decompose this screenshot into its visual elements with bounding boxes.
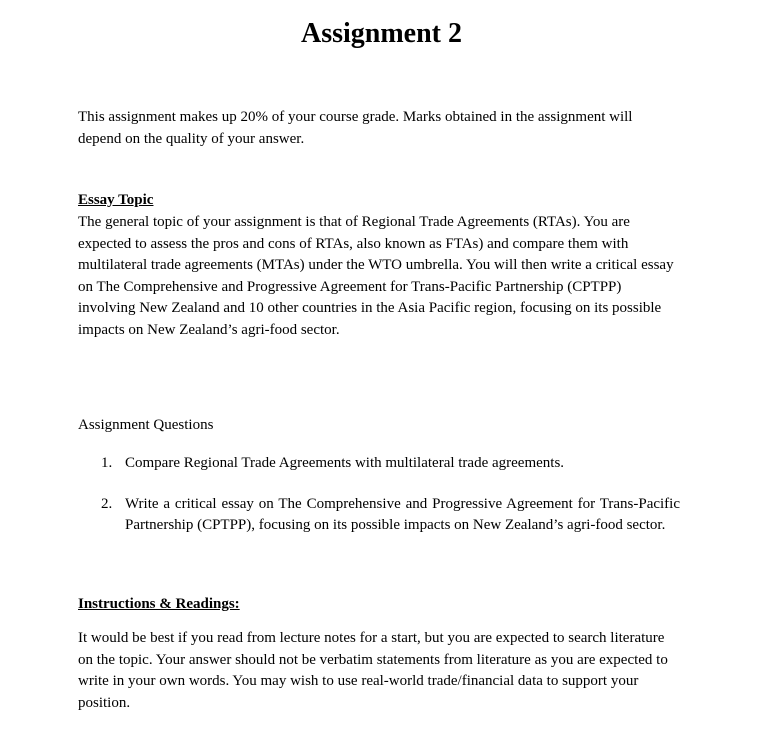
essay-topic-paragraph: The general topic of your assignment is that of Regional Trade Agreements (RTAs). You are expected to assess the pros and cons of RTAs, also known as FTAs) and compare them with multilateral trade agreements (MTAs) under the WTO umbrella. You will then write a critical essay on The Comprehensive and Progressive Agreement for Trans-Pacific Partnership (CPTPP) involving New Zealand and 10 other countries in the Asia Pacific region, focusing on its possible impacts on New Zealand’s agri-food sector. (78, 214, 674, 338)
question-text: Compare Regional Trade Agreements with multilateral trade agreements. (125, 455, 565, 471)
question-number: 1. (101, 455, 113, 471)
essay-topic-heading: Essay Topic (78, 192, 154, 208)
question-list (78, 453, 680, 537)
question-item (78, 453, 680, 475)
question-number: 2. (101, 495, 113, 512)
assignment-questions-heading: Assignment Questions (78, 417, 214, 433)
question-item (78, 494, 680, 537)
question-text: Write a critical essay on The Comprehensive and Progressive Agreement for Trans-Pacific Partnership (CPTPP), focusing on its possible impacts on New Zealand’s agri-food sector. (125, 495, 680, 533)
instructions-heading: Instructions & Readings: (78, 596, 240, 612)
intro-paragraph: This assignment makes up 20% of your course grade. Marks obtained in the assignment will depend on the quality of your answer. (78, 109, 633, 147)
document-title: Assignment 2 (300, 18, 462, 49)
instructions-paragraph: It would be best if you read from lecture notes for a start, but you are expected to search literature on the topic. Your answer should not be verbatim statements from literature as you are expected to write in your own words. You may wish to use real-world trade/financial data to support your position. (78, 630, 668, 711)
